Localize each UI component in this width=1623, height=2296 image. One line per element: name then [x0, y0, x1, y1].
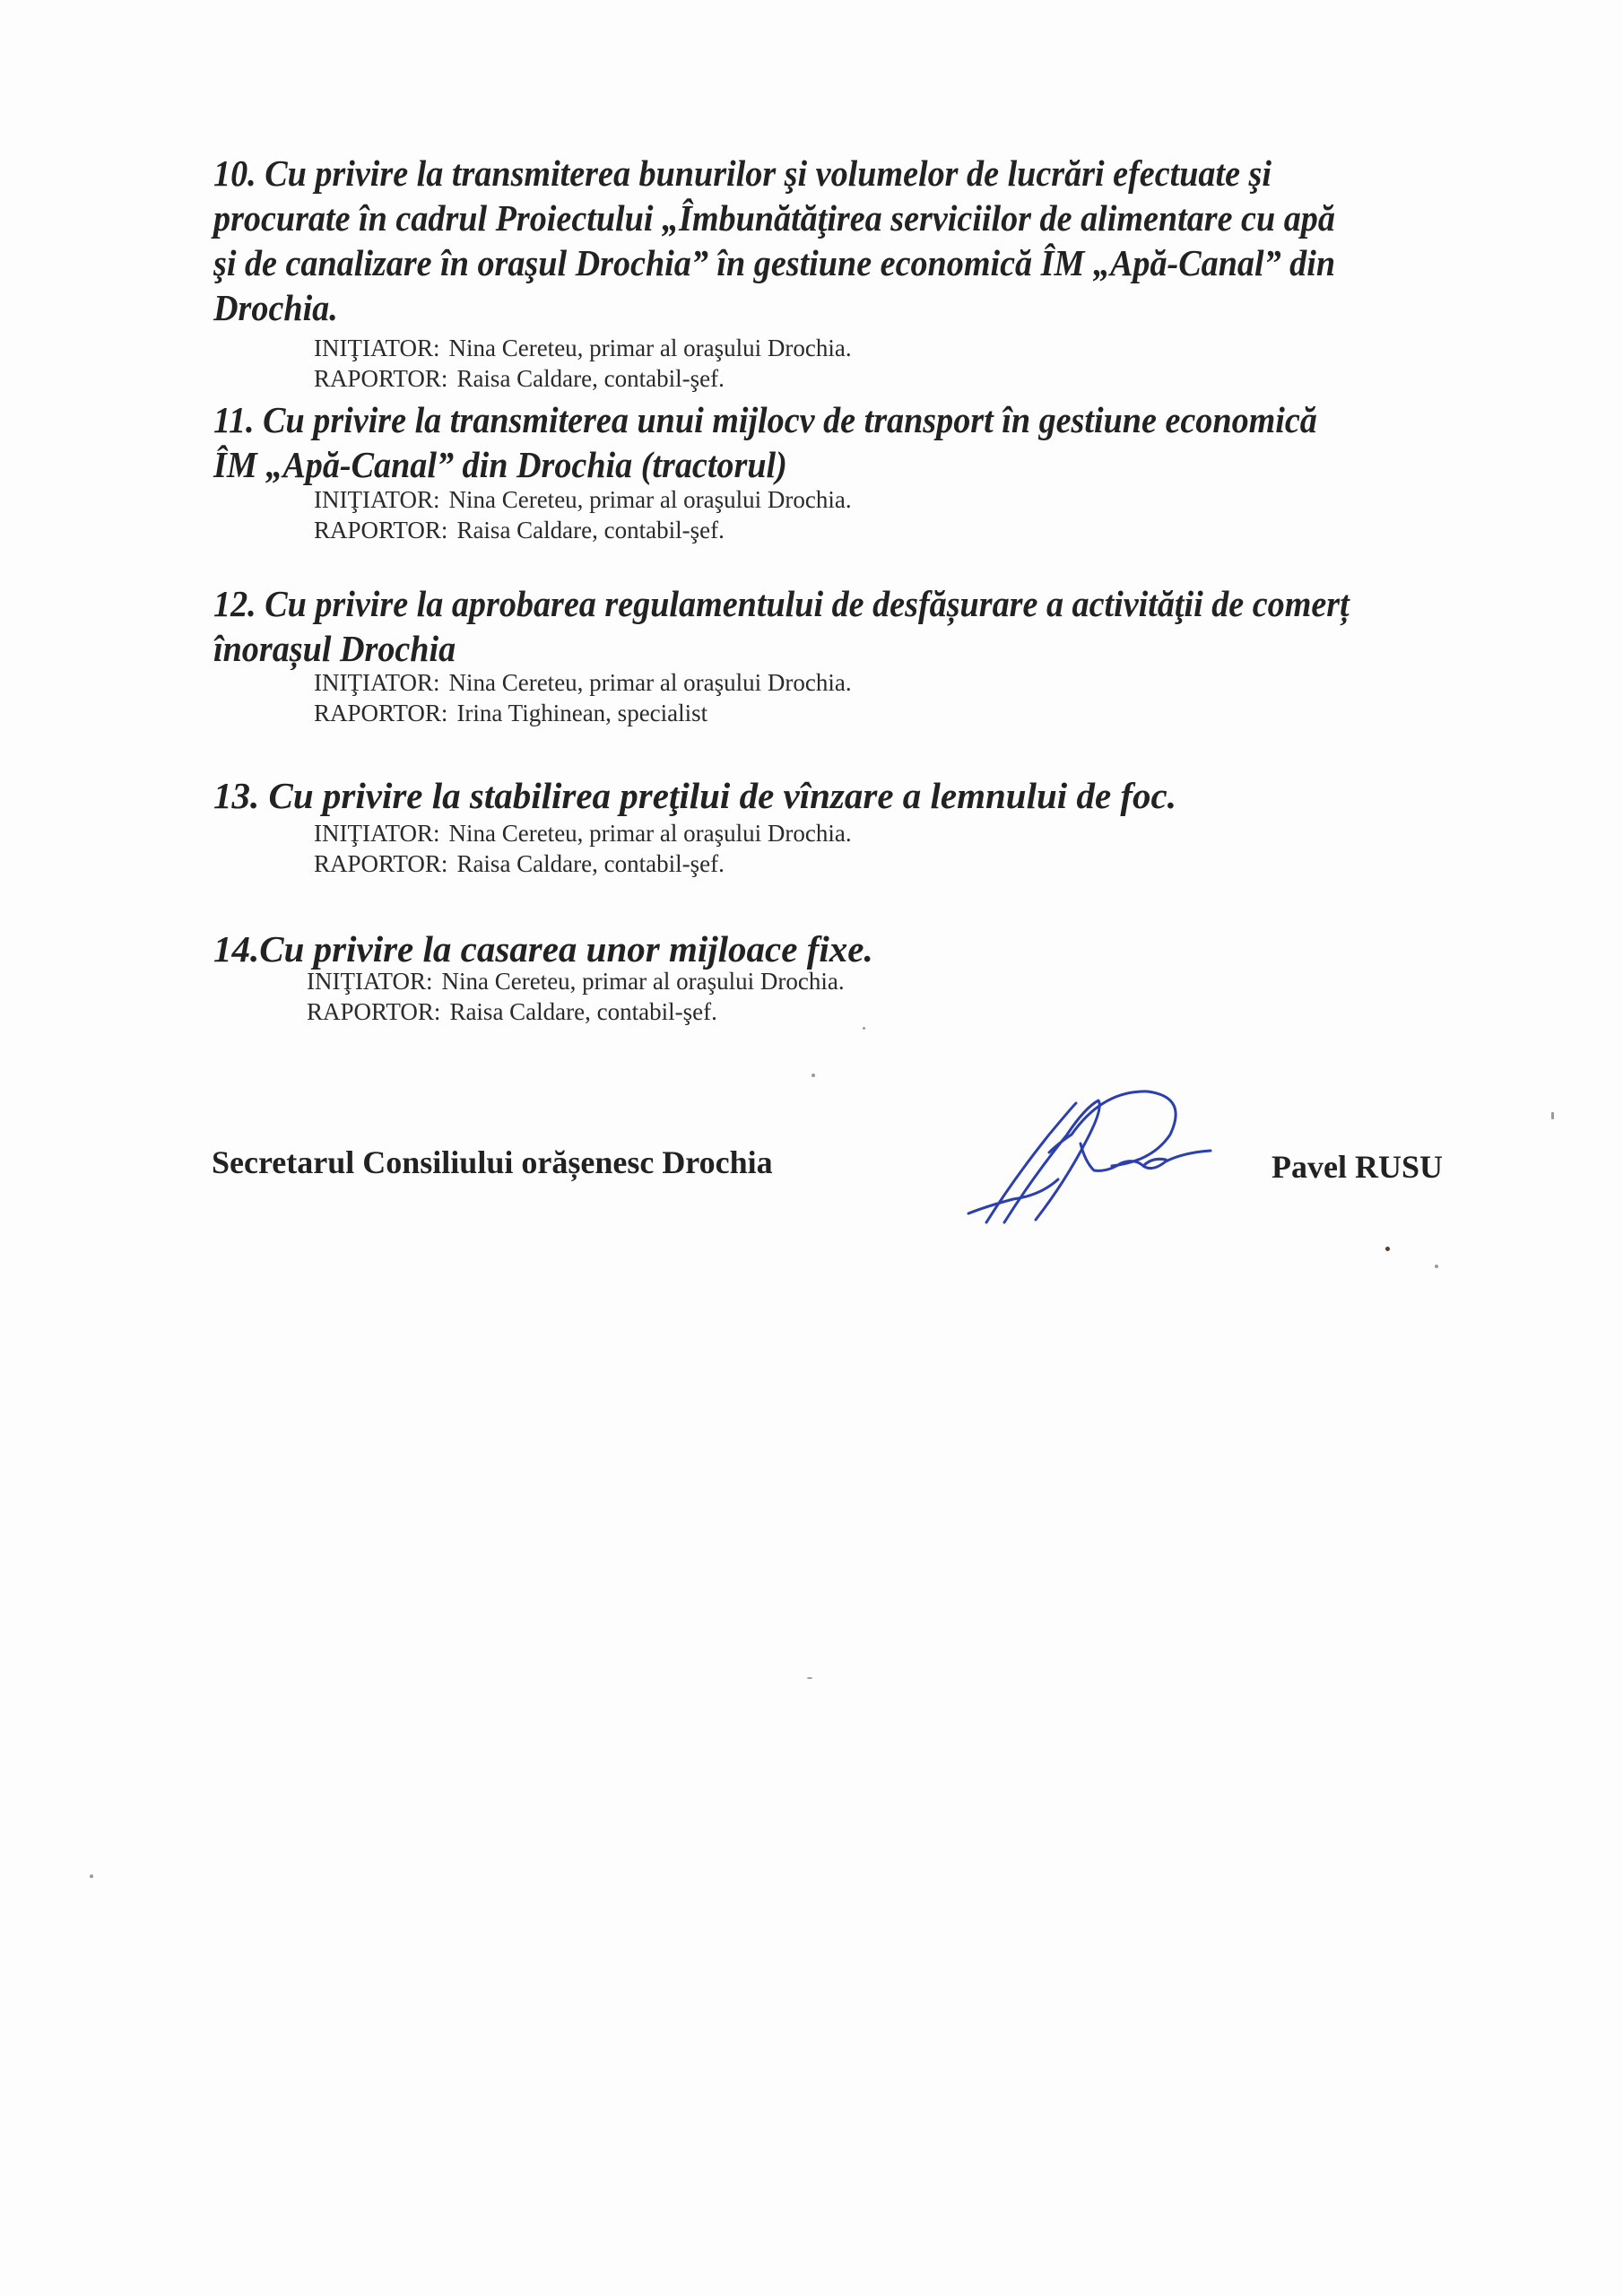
title-line: Drochia. — [213, 287, 338, 328]
scan-speck — [807, 1677, 812, 1679]
item-number: 14. — [213, 928, 260, 970]
raportor-row — [314, 698, 852, 728]
title-text: Cu privire la casarea unor mijloace fixe. — [259, 928, 873, 970]
agenda-item-13-meta — [314, 818, 852, 879]
raportor-value: Irina Tighinean, specialist — [456, 700, 708, 726]
initiator-label: INIŢIATOR: — [314, 669, 440, 696]
title-line — [213, 151, 1398, 196]
scan-speck — [863, 1027, 865, 1030]
initiator-value: Nina Cereteu, primar al oraşului Drochia. — [441, 968, 845, 995]
title-text: Cu privire la transmiterea bunurilor şi volumelor de lucrări efectuate şi — [265, 152, 1271, 194]
item-number: 11. — [213, 399, 255, 440]
raportor-label: RAPORTOR: — [307, 998, 441, 1025]
secretary-name: Pavel RUSU — [1271, 1149, 1443, 1185]
agenda-item-14-meta — [307, 966, 845, 1027]
raportor-value: Raisa Caldare, contabil-şef. — [456, 517, 725, 544]
agenda-item-12-meta — [314, 667, 852, 728]
raportor-row — [314, 848, 852, 879]
scan-speck — [90, 1874, 93, 1878]
agenda-item-11-title — [213, 397, 1398, 487]
item-number: 12. — [213, 583, 256, 624]
raportor-label: RAPORTOR: — [314, 365, 448, 392]
raportor-value: Raisa Caldare, contabil-şef. — [456, 850, 725, 877]
scan-speck — [812, 1074, 815, 1077]
item-number: 10. — [213, 152, 256, 194]
initiator-label: INIŢIATOR: — [314, 820, 440, 847]
scan-speck — [1435, 1265, 1438, 1268]
raportor-row — [307, 996, 845, 1027]
agenda-item-13-title — [213, 773, 1487, 818]
initiator-row — [314, 333, 852, 363]
agenda-item-11-meta — [314, 484, 852, 545]
raportor-label: RAPORTOR: — [314, 700, 448, 726]
raportor-row — [314, 363, 852, 394]
title-line — [213, 397, 1398, 442]
raportor-row — [314, 515, 852, 545]
title-line — [213, 773, 1487, 818]
agenda-item-10-meta — [314, 333, 852, 394]
secretary-position: Secretarul Consiliului orășenesc Drochia — [212, 1144, 773, 1180]
title-line — [213, 581, 1398, 626]
raportor-label: RAPORTOR: — [314, 517, 448, 544]
raportor-value: Raisa Caldare, contabil-şef. — [456, 365, 725, 392]
initiator-row — [314, 818, 852, 848]
initiator-row — [314, 484, 852, 515]
raportor-value: Raisa Caldare, contabil-şef. — [449, 998, 717, 1025]
initiator-value: Nina Cereteu, primar al oraşului Drochia. — [448, 820, 852, 847]
raportor-label: RAPORTOR: — [314, 850, 448, 877]
agenda-item-12-title — [213, 581, 1398, 671]
initiator-value: Nina Cereteu, primar al oraşului Drochia. — [448, 335, 852, 361]
initiator-row — [307, 966, 845, 996]
title-text: Cu privire la transmiterea unui mijlocv de transport în gestiune economică — [263, 399, 1317, 440]
title-line: procurate în cadrul Proiectului „Îmbunătăţirea serviciilor de alimentare cu apă — [213, 197, 1335, 239]
agenda-item-14-title — [213, 926, 1487, 971]
signature-image — [950, 1081, 1219, 1224]
initiator-label: INIŢIATOR: — [314, 335, 440, 361]
agenda-item-10-title — [213, 151, 1398, 330]
initiator-label: INIŢIATOR: — [307, 968, 433, 995]
title-line: şi de canalizare în oraşul Drochia” în gestiune economică ÎM „Apă-Canal” din — [213, 242, 1336, 283]
title-line: înorașul Drochia — [213, 628, 456, 669]
title-line — [213, 926, 1487, 971]
initiator-label: INIŢIATOR: — [314, 486, 440, 513]
initiator-value: Nina Cereteu, primar al oraşului Drochia. — [448, 486, 852, 513]
item-number: 13. — [213, 775, 260, 816]
initiator-value: Nina Cereteu, primar al oraşului Drochia. — [448, 669, 852, 696]
title-text: Cu privire la stabilirea preţilui de vînzare a lemnului de foc. — [268, 775, 1176, 816]
initiator-row — [314, 667, 852, 698]
scan-speck — [1385, 1247, 1390, 1251]
scan-speck — [1551, 1112, 1554, 1119]
title-line: ÎM „Apă-Canal” din Drochia (tractorul) — [213, 444, 787, 485]
title-text: Cu privire la aprobarea regulamentului de desfășurare a activităţii de comerț — [265, 583, 1350, 624]
